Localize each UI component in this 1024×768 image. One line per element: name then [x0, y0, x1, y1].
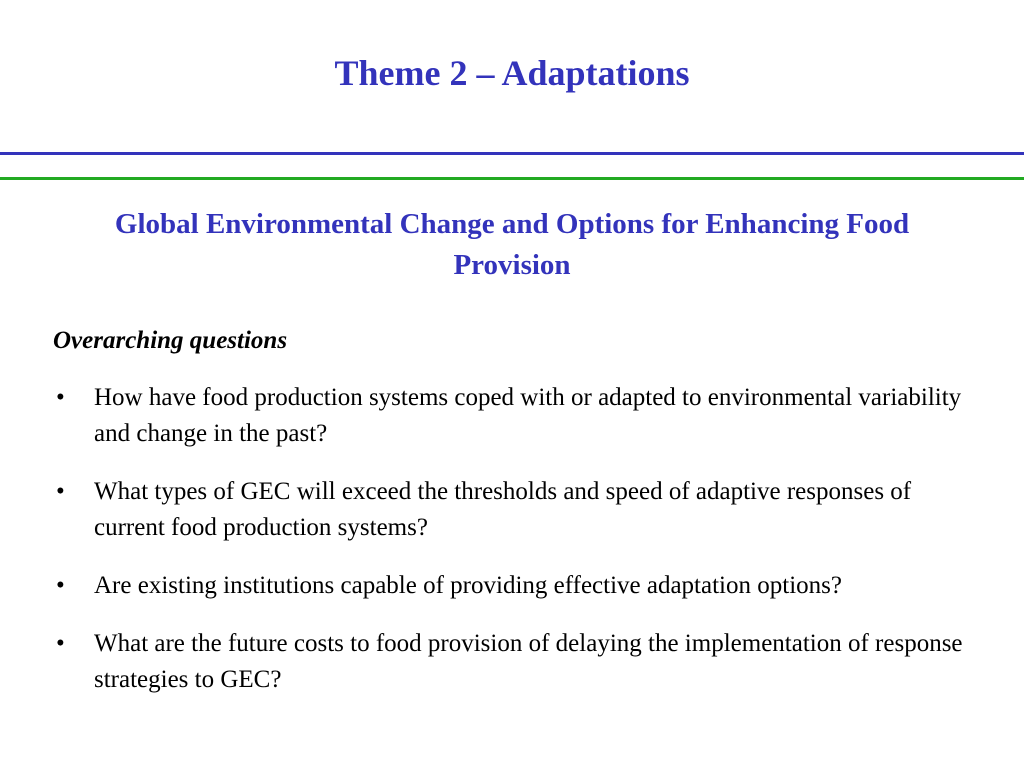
- list-item: [53, 474, 983, 546]
- bullet-icon: •: [56, 572, 65, 599]
- list-item-text: How have food production systems coped with or adapted to environmental variability and change in the past?: [94, 384, 962, 447]
- list-item: [53, 380, 983, 452]
- list-item-text: What are the future costs to food provision of delaying the implementation of response strategies to GEC?: [94, 630, 963, 693]
- list-item-text: What types of GEC will exceed the thresholds and speed of adaptive responses of current food production systems?: [94, 478, 912, 541]
- title-divider-blue: [0, 152, 1024, 155]
- section-heading: Overarching questions: [53, 327, 288, 354]
- bullet-icon: •: [56, 478, 65, 505]
- bullet-icon: •: [56, 630, 65, 657]
- bullet-icon: •: [56, 384, 65, 411]
- questions-list: [53, 380, 983, 720]
- list-item-text: Are existing institutions capable of providing effective adaptation options?: [94, 572, 842, 599]
- title-divider-green: [0, 177, 1024, 180]
- list-item: [53, 626, 983, 698]
- slide-title: Theme 2 – Adaptations: [334, 53, 690, 93]
- slide-subtitle: Global Environmental Change and Options for Enhancing Food Provision: [114, 208, 910, 281]
- list-item: [53, 568, 983, 604]
